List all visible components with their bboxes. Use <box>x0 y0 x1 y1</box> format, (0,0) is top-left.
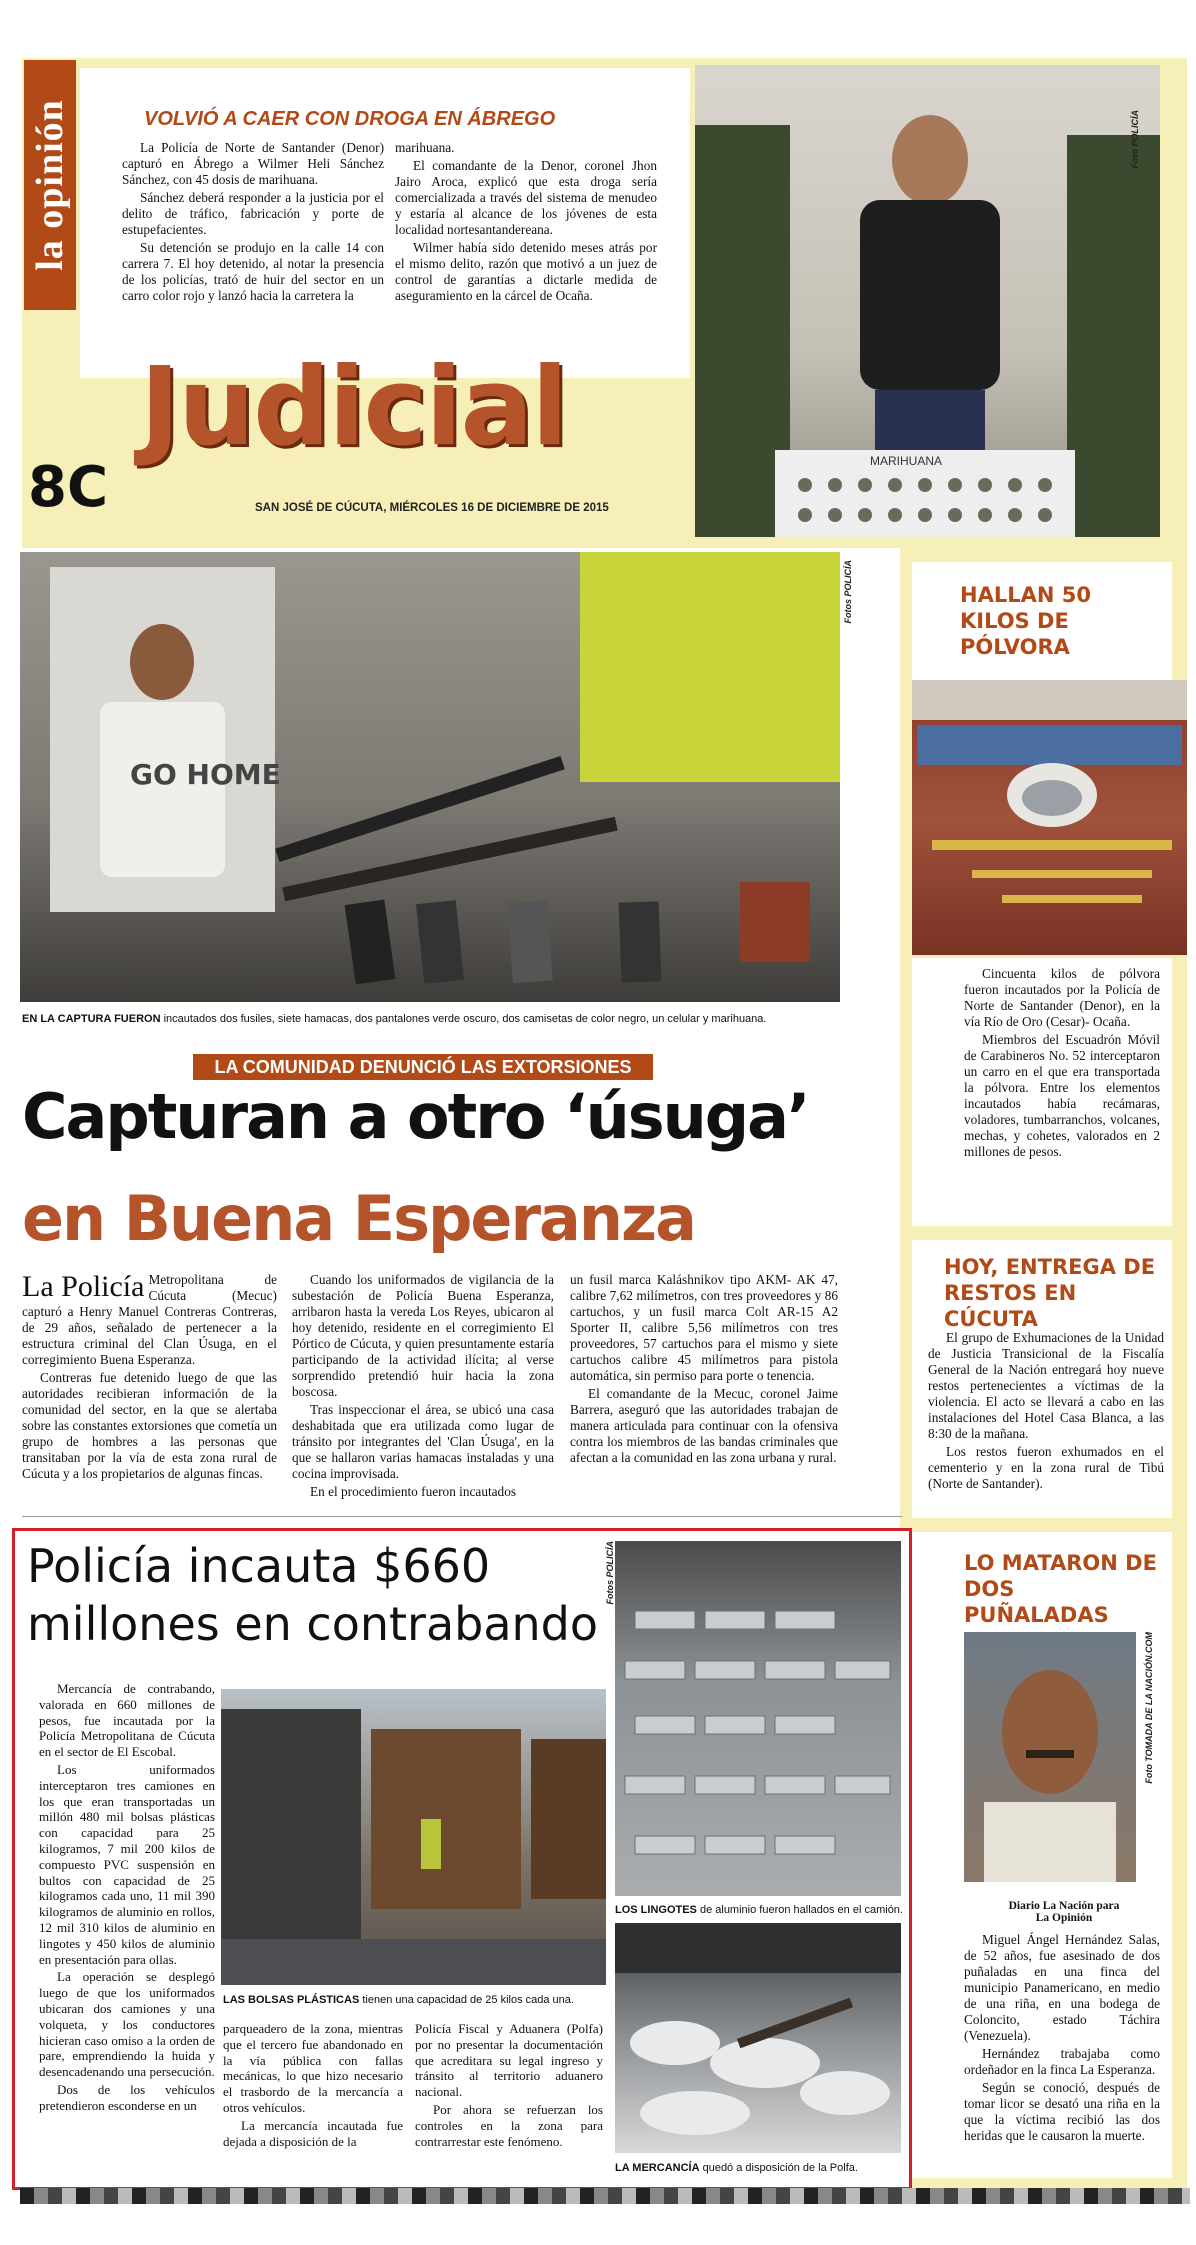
trucks-graphic <box>221 1689 606 1985</box>
caption-lead: LAS BOLSAS PLÁSTICAS <box>223 1994 360 2006</box>
caption-text: quedó a disposición de la Polfa. <box>699 2162 858 2174</box>
paragraph: Cuando los uniformados de vigilancia de la subestación de Policía Buena Esperanza, arribaron hasta la vereda Los Reyes, ubicaron al hoy detenido, residente en el corregimiento El Pórtico de Cúcuta, y quien presuntamente estaría participando de la actividad ilícita; al verse sorprendido pretendió huir hacia la zona boscosa. <box>292 1272 554 1399</box>
paragraph: Contreras fue detenido luego de que las autoridades recibieran información de la comunidad del sector, en la que se alertaba sobre las constantes extorsiones que cometía un grupo de hombres a las personas que transitaban por la vía de esta zona rural de Cúcuta y a los propietarios de algunas fincas. <box>22 1370 277 1481</box>
shirt-text: GO HOME <box>130 758 281 791</box>
paragraph: La operación se desplegó luego de que los uniformados ubicaran dos camiones y una volqueta, y los conductores hicieran caso omiso a la orden de pare, emprendiendo la huida y desencadenando una persecución. <box>39 1969 215 2080</box>
main-story-col2 <box>292 1272 554 1502</box>
paragraph: Hernández trabajaba como ordeñador en la finca La Esperanza. <box>964 2046 1160 2077</box>
paragraph: Policía Fiscal y Aduanera (Polfa) por no presentar la documentación que acreditara su legal ingreso y tránsito al territorio aduanero nacional. <box>415 2021 603 2100</box>
ingots-photo <box>615 1541 901 1896</box>
main-story-col3 <box>570 1272 838 1468</box>
main-headline-line1: Capturan a otro ‘úsuga’ <box>22 1080 809 1153</box>
ingots-graphic <box>615 1541 901 1896</box>
paragraph: Tras inspeccionar el área, se ubicó una casa deshabitada que era utilizada como lugar de tránsito por integrantes del 'Clan Úsuga', en la que se hallaron varias hamacas instaladas y una cocina improvisada. <box>292 1402 554 1481</box>
contraband-headline <box>27 1537 598 1653</box>
paragraph: La Policía de Norte de Santander (Denor) capturó en Ábrego a Wilmer Heli Sánchez Sánchez, con 45 dosis de marihuana. <box>122 140 384 187</box>
gunpowder-graphic <box>912 680 1187 955</box>
top-photo-credit: Foto POLICÍA <box>1130 110 1140 169</box>
divider <box>22 1516 902 1517</box>
paragraph: Sánchez deberá responder a la justicia por el delito de tráfico, fabricación y porte de estupefacientes. <box>122 190 384 237</box>
section-title: Judicial <box>140 345 567 470</box>
paragraph: Su detención se produjo en la calle 14 con carrera 7. El hoy detenido, al notar la presencia de los policías, trató de huir del sector en un carro color rojo y lanzó hacia la carretera la <box>122 240 384 303</box>
weapons-photo-graphic <box>20 552 840 1002</box>
top-story-col2 <box>395 140 657 306</box>
contraband-photo-credit: Fotos POLICÍA <box>605 1541 615 1605</box>
side-story-3-title: LO MATARON DE DOS PUÑALADAS <box>964 1551 1157 1627</box>
side-story-1-body <box>912 958 1172 1226</box>
contraband-col3 <box>415 2021 603 2151</box>
paragraph: El comandante de la Mecuc, coronel Jaime Barrera, aseguró que las autoridades trabajan de manera articulada para continuar con la ofensiva contra los miembros de las bandas criminales que afectan a la comunidad en las zona urbana y rural. <box>570 1386 838 1465</box>
weapons-photo <box>20 552 840 1002</box>
victim-photo-graphic <box>964 1632 1136 1882</box>
side-story-1-header <box>912 562 1172 680</box>
paragraph: parqueadero de la zona, mientras que el tercero fue abandonado en la vía pública con fallas mecánicas, lo que hizo necesario el trasbordo de la mercancía a otros vehículos. <box>223 2021 403 2115</box>
weapons-caption <box>22 1012 842 1026</box>
side-story-1-title: HALLAN 50 KILOS DE PÓLVORA <box>960 583 1091 659</box>
gunpowder-photo <box>912 680 1187 955</box>
contraband-col2 <box>223 2021 403 2151</box>
merchandise-photo <box>615 1923 901 2153</box>
contraband-headline-line1: Policía incauta $660 <box>27 1539 491 1593</box>
main-story-col1 <box>22 1272 277 1484</box>
contraband-headline-line2: millones en contrabando <box>27 1597 599 1651</box>
caption-text: incautados dos fusiles, siete hamacas, dos pantalones verde oscuro, dos camisetas de color negro, un celular y marihuana. <box>160 1013 767 1025</box>
top-story-kicker: VOLVIÓ A CAER CON DROGA EN ÁBREGO <box>144 108 556 130</box>
paragraph: Miembros del Escuadrón Móvil de Carabineros No. 52 interceptaron un carro en el que era transportada la pólvora. Entre los elementos incautados había recámaras, voladores, tumbarranchos, volcanes, mechas, y cohetes, valorados en 2 millones de pesos. <box>964 1032 1160 1159</box>
victim-photo <box>964 1632 1136 1882</box>
dateline: SAN JOSÉ DE CÚCUTA, MIÉRCOLES 16 DE DICIEMBRE DE 2015 <box>255 502 609 514</box>
paragraph: El comandante de la Denor, coronel Jhon Jairo Aroca, explicó que esta droga sería comercializada a través del sistema de menudeo y estaría al alcance de los jóvenes de esta localidad nortesantandereana. <box>395 158 657 237</box>
contraband-col1 <box>39 1681 215 2116</box>
brand-logo: la opinión <box>24 60 76 310</box>
weapons-photo-credit: Fotos POLICÍA <box>843 560 853 624</box>
paragraph: El grupo de Exhumaciones de la Unidad de Justicia Transicional de la Fiscalía General de la Nación entregará hoy nueve restos pertenecientes a víctimas de la violencia. El acto se llevará a cabo en las instalaciones del Hotel Casa Blanca, a las 8:30 de la mañana. <box>928 1330 1164 1441</box>
mercancia-caption <box>615 2161 905 2175</box>
paragraph: Por ahora se refuerzan los controles en la zona para contrarrestar este fenómeno. <box>415 2101 603 2149</box>
side-story-2-body <box>928 1330 1164 1494</box>
paragraph: Wilmer había sido detenido meses atrás por el mismo delito, razón que motivó a un juez de control de garantías a dictarle medida de aseguramiento en la cárcel de Ocaña. <box>395 240 657 303</box>
lingotes-caption <box>615 1903 905 1917</box>
main-headline-line2: en Buena Esperanza <box>22 1182 695 1255</box>
caption-lead: LA MERCANCÍA <box>615 2162 700 2174</box>
story-banner: LA COMUNIDAD DENUNCIÓ LAS EXTORSIONES <box>193 1054 653 1080</box>
side-story-2-title: HOY, ENTREGA DE RESTOS EN CÚCUTA <box>944 1255 1156 1331</box>
paragraph: En el procedimiento fueron incautados <box>310 1484 517 1499</box>
paragraph: un fusil marca Kaláshnikov tipo AKM- AK 47, calibre 7,62 milímetros, con tres proveedores y 86 cartuchos, y un fusil marca Colt AR-15 A2 Sporter II, calibre 5,56 milímetros con tres proveedores, 57 cartuchos para el mismo y siete cartuchos calibre 45 milímetros para pistola automática, sin permiso para porte o tenencia. <box>570 1272 838 1383</box>
victim-photo-credit: Foto TOMADA DE LA NACIÓN.COM <box>1144 1632 1154 1784</box>
bolsas-caption <box>223 1993 608 2007</box>
side-story-3-body <box>964 1932 1160 2146</box>
trucks-photo <box>221 1689 606 1985</box>
paragraph: Dos de los vehículos pretendieron esconderse en un <box>39 2081 215 2113</box>
dropcap: La Policía <box>22 1270 145 1303</box>
caption-text: tienen una capacidad de 25 kilos cada una. <box>359 1994 574 2006</box>
top-story <box>80 68 690 378</box>
paragraph: Miguel Ángel Hernández Salas, de 52 años, fue asesinado de dos puñaladas en una finca del municipio Panamericano, en medio de una riña, en una bodega de Coloncito, estado Táchira (Venezuela). <box>964 1932 1160 2043</box>
arrest-photo <box>695 65 1160 537</box>
paragraph: Los uniformados interceptaron tres camiones en los que eran transportadas un millón 480 mil bolsas plásticas con capacidad para 25 kilogramos, 7 mil 200 kilos de compuesto PVC suspensión en bultos con capacidad de 25 kilogramos cada uno, 11 mil 390 kilogramos de aluminio en rollos, 12 mil 310 kilos de aluminio en lingotes y 450 kilos de aluminio en presentación para ollas. <box>39 1761 215 1967</box>
byline-line2: La Opinión <box>1035 1912 1093 1924</box>
paragraph: Mercancía de contrabando, valorada en 660 millones de pesos, fue incautada por la Policía Metropolitana de Cúcuta en el sector de El Escobal. <box>39 1681 215 1760</box>
print-color-bar <box>20 2188 1190 2204</box>
marihuana-label: MARIHUANA <box>870 454 943 468</box>
paragraph: Según se conoció, después de tomar licor se desató una riña en la que la víctima recibió las dos heridas que le causaron la muerte. <box>964 2080 1160 2143</box>
paragraph: Los restos fueron exhumados en el cementerio y en la zona rural de Tibú (Norte de Santander). <box>928 1444 1164 1491</box>
side-story-3 <box>912 1532 1172 2178</box>
side-story-2 <box>912 1240 1172 1518</box>
caption-text: de aluminio fueron hallados en el camión. <box>696 1904 903 1916</box>
top-story-col1 <box>122 140 384 306</box>
contraband-story-frame <box>12 1528 912 2190</box>
arrest-photo-graphic <box>695 65 1160 537</box>
paragraph: marihuana. <box>395 140 455 155</box>
caption-lead: LOS LINGOTES <box>615 1904 697 1916</box>
paragraph: La mercancía incautada fue dejada a disposición de la <box>223 2117 403 2149</box>
merchandise-graphic <box>615 1923 901 2153</box>
page-number: 8C <box>28 455 109 520</box>
paragraph: Cincuenta kilos de pólvora fueron incautados por la Policía de Norte de Santander (Denor), en la vía Río de Oro (Cesar)- Ocaña. <box>964 966 1160 1029</box>
byline <box>964 1900 1164 1924</box>
caption-lead: EN LA CAPTURA FUERON <box>22 1013 161 1025</box>
paragraph: Metropolitana de Cúcuta (Mecuc) capturó a Henry Manuel Contreras Contreras, de 29 años, señalado de pertenecer a la estructura criminal del Clan Úsuga, en el corregimiento Buena Esperanza. <box>22 1272 277 1367</box>
byline-line1: Diario La Nación para <box>1008 1900 1120 1912</box>
